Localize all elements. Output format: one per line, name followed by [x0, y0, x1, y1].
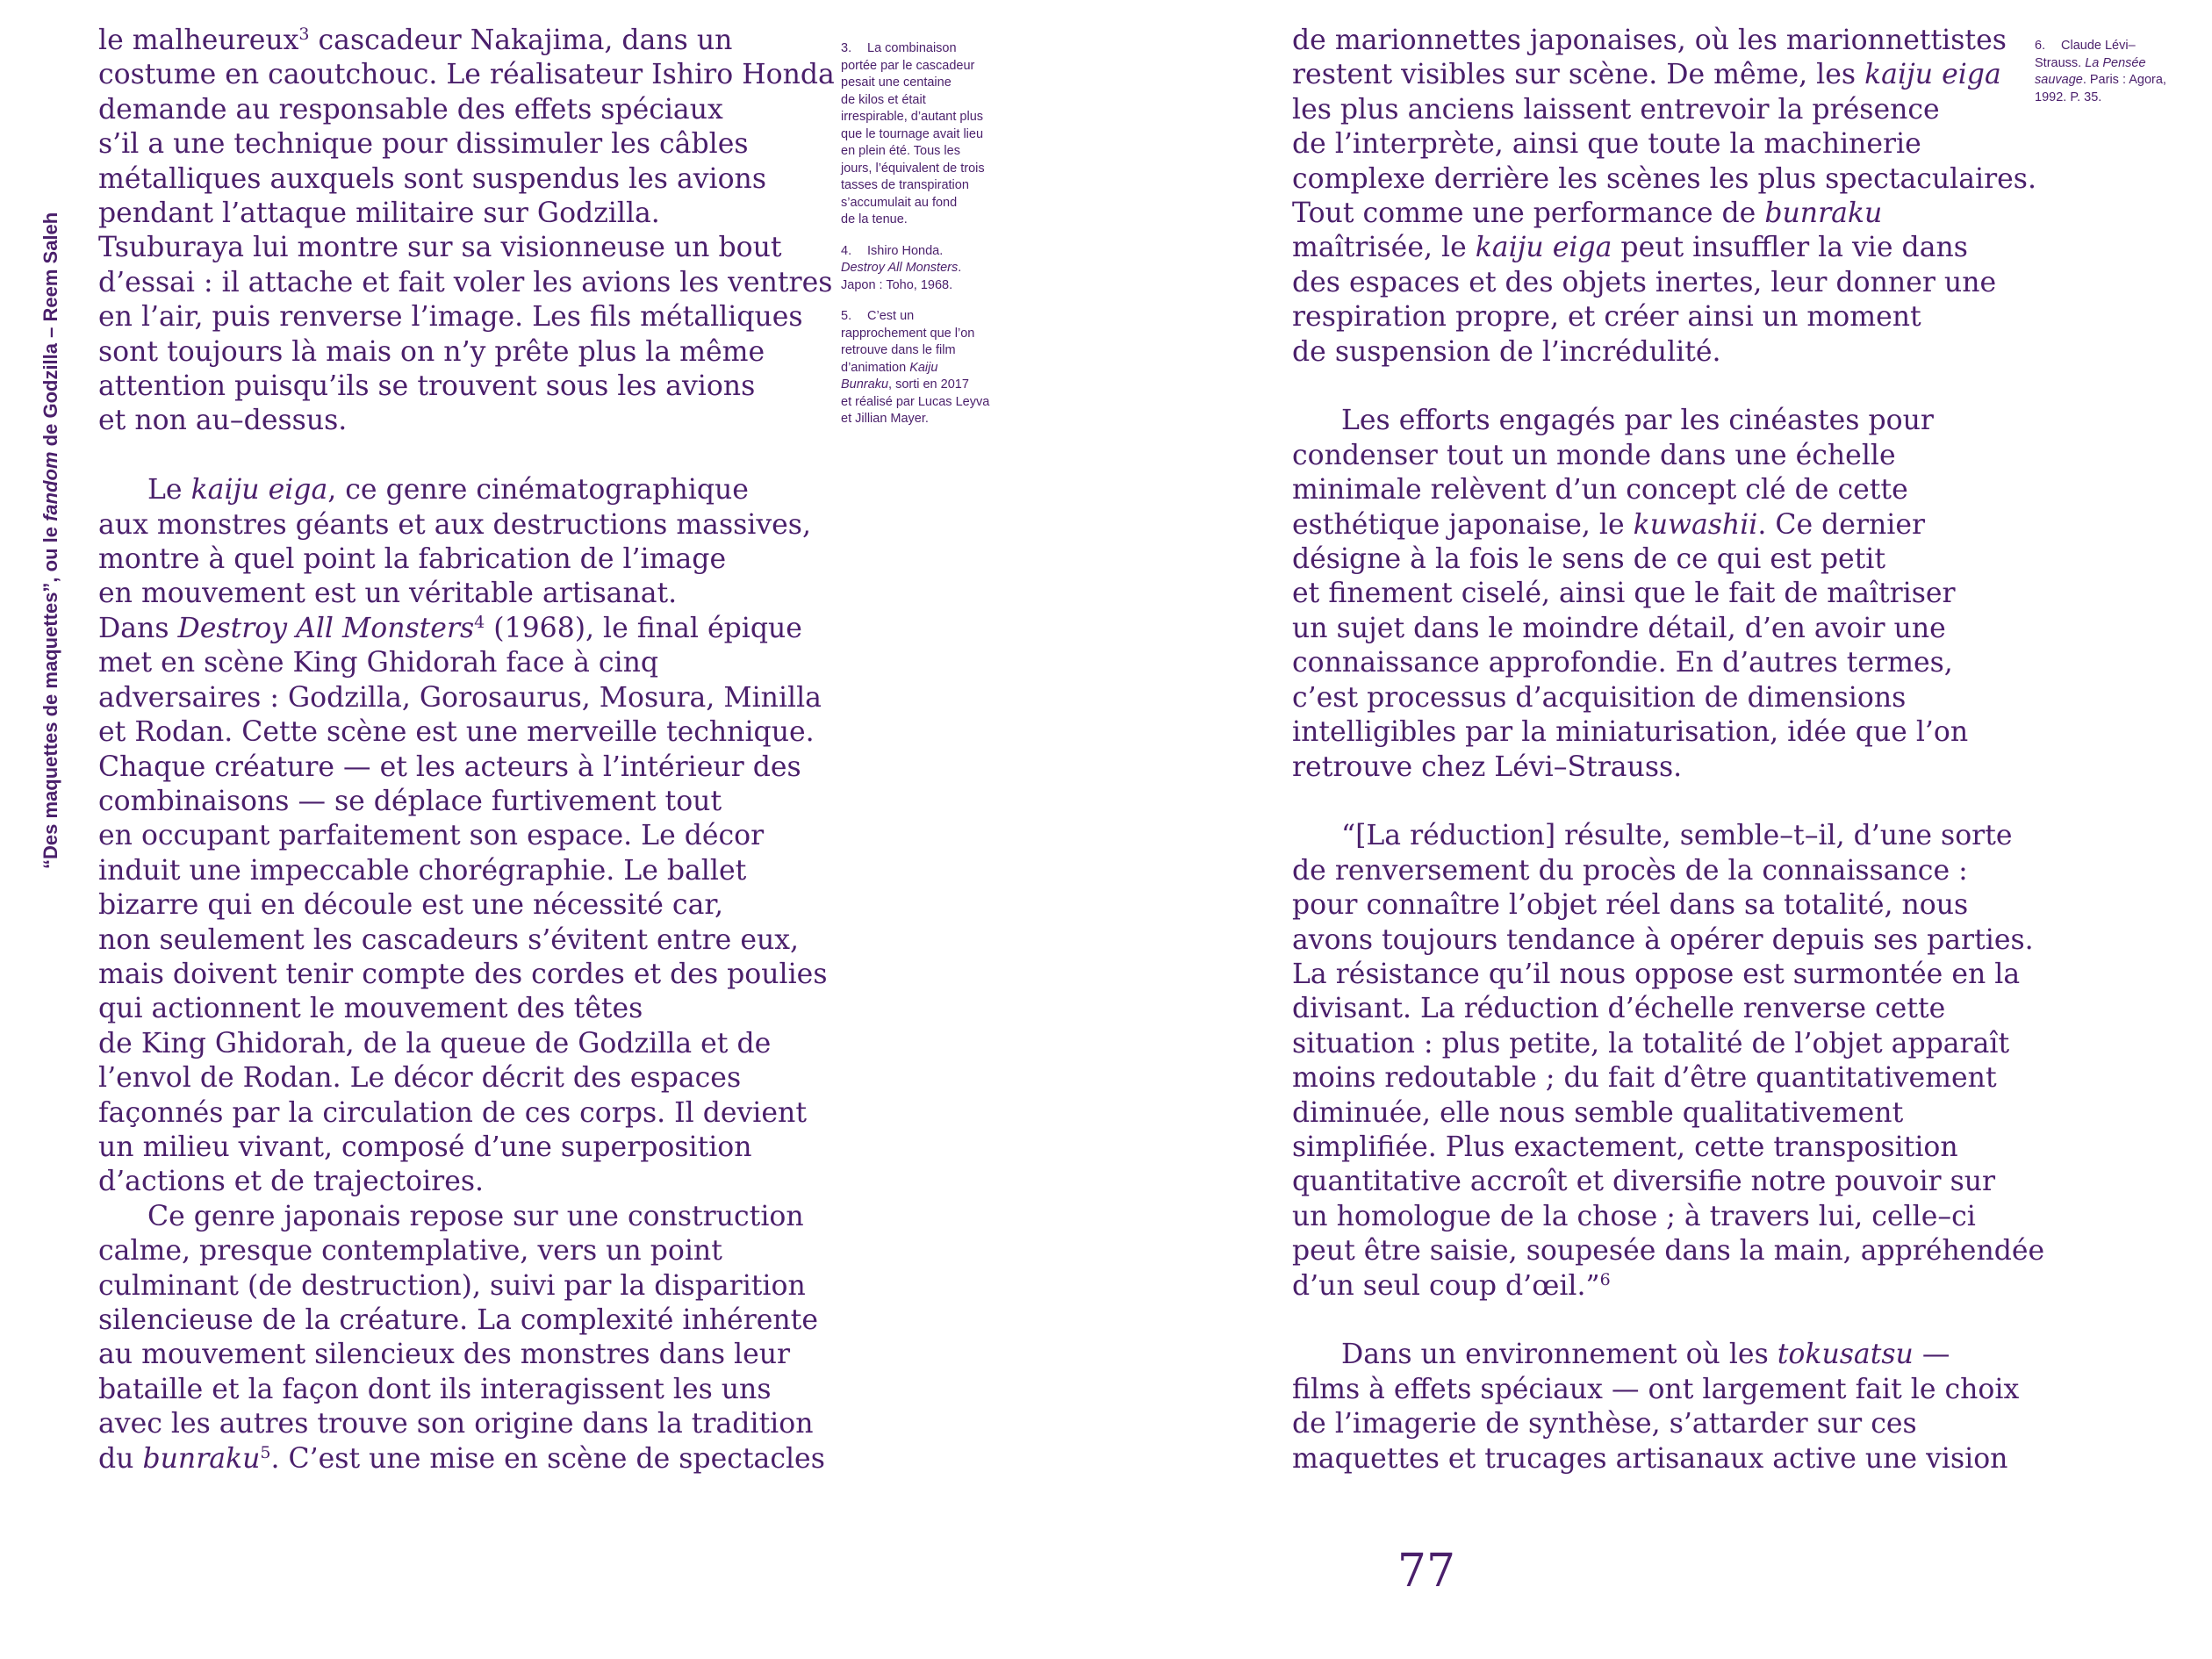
text-run: restent visibles sur scène. De même, les	[1292, 59, 1865, 91]
text-line	[98, 1165, 818, 1199]
text-line	[1292, 24, 2021, 58]
text-run: aux monstres géants et aux destructions massives,	[98, 508, 811, 541]
text-run: Chaque créature — et les acteurs à l’intérieur des	[98, 750, 801, 783]
text-run: sont toujours là mais on n’y prête plus la même	[98, 335, 765, 368]
footnote-line	[2035, 38, 2201, 55]
text-line	[98, 785, 818, 819]
text-line	[98, 542, 818, 577]
text-run: bataille et la façon dont ils interagissent les uns	[98, 1373, 772, 1405]
text-line	[98, 370, 818, 404]
footnote-text: d’animation	[841, 360, 910, 375]
text-run: avons toujours tendance à opérer depuis ses parties.	[1292, 923, 2034, 956]
footnote	[841, 40, 1016, 229]
text-run: un homologue de la chose ; à travers lui, celle–ci	[1292, 1200, 1976, 1232]
text-line	[1292, 231, 2021, 265]
text-line	[98, 197, 818, 231]
text-line	[98, 750, 818, 785]
footnote-line	[841, 109, 1016, 126]
text-run: demande au responsable des effets spéciaux	[98, 93, 723, 126]
text-line	[1292, 404, 2021, 438]
footnote-text: de kilos et était	[841, 92, 926, 107]
text-line	[1292, 888, 2021, 923]
footnote-text: Claude Lévi–	[2061, 39, 2136, 53]
text-run: de King Ghidorah, de la queue de Godzilla et de	[98, 1027, 772, 1059]
text-run: , ce genre cinématographique	[327, 474, 749, 506]
text-run: connaissance approfondie. En d’autres termes,	[1292, 647, 1953, 679]
footnote-line	[841, 377, 1016, 394]
text-line	[98, 58, 835, 92]
footnote-italic: Kaiju	[909, 360, 938, 375]
text-run: films à effets spéciaux — ont largement fait le choix	[1292, 1373, 2020, 1405]
text-line	[1292, 1269, 2021, 1304]
text-run: avec les autres trouve son origine dans la tradition	[98, 1408, 814, 1440]
text-run: cascadeur Nakajima, dans un	[309, 25, 733, 56]
text-line	[1292, 266, 2021, 300]
text-line	[1292, 1407, 2021, 1441]
text-line	[1292, 1131, 2021, 1165]
italic-term: kaiju eiga	[1864, 59, 2001, 91]
text-line	[98, 231, 818, 265]
footnote-italic: Destroy All Monsters	[841, 261, 959, 275]
footnote-line	[2035, 55, 2201, 73]
text-run: Les efforts engagés par les cinéastes pour	[1341, 405, 1934, 437]
footnote	[2035, 38, 2201, 106]
text-run: (1968), le final épique	[485, 612, 802, 644]
text-run: . Ce dernier	[1757, 508, 1926, 541]
text-line	[98, 1096, 818, 1131]
text-line	[98, 1304, 818, 1338]
text-line	[1292, 577, 2021, 611]
text-line	[1292, 750, 2021, 785]
text-line	[1292, 819, 2021, 853]
italic-term: bunraku	[1764, 198, 1883, 230]
text-run: —	[1913, 1339, 1950, 1371]
text-line	[1292, 681, 2021, 715]
text-run: quantitative accroît et diversifie notre pouvoir sur	[1292, 1166, 1996, 1198]
text-run: de l’interprète, ainsi que toute la machinerie	[1292, 128, 1921, 161]
text-run: non seulement les cascadeurs s’évitent entre eux,	[98, 923, 800, 956]
text-run: costume en caoutchouc. Le réalisateur Ishiro Honda	[98, 59, 835, 91]
text-line	[98, 612, 818, 646]
text-line	[1292, 612, 2021, 646]
footnote-line	[841, 277, 1016, 295]
text-run: montre à quel point la fabrication de l’image	[98, 543, 727, 576]
footnote-italic: Bunraku	[841, 377, 889, 391]
text-line	[98, 819, 818, 853]
text-run: en mouvement est un véritable artisanat.	[98, 578, 678, 610]
text-run: désigne à la fois le sens de ce qui est petit	[1292, 543, 1886, 576]
footnote-text: que le tournage avait lieu	[841, 126, 984, 141]
text-line	[1292, 300, 2021, 334]
text-line	[98, 958, 828, 992]
right-footnotes	[2035, 38, 2201, 120]
text-line	[98, 1269, 818, 1304]
footnote-line	[841, 394, 1016, 412]
footnote-text: portée par le cascadeur	[841, 58, 975, 73]
text-run: moins redoutable ; du fait d’être quantitativement	[1292, 1062, 1997, 1095]
paragraph-gap	[1292, 785, 2021, 819]
footnote-italic: La Pensée	[2085, 55, 2146, 70]
text-run: . C’est une mise en scène de spectacles	[270, 1442, 825, 1475]
text-run: attention puisqu’ils se trouvent sous les avions	[98, 370, 756, 403]
footnote-line	[841, 212, 1016, 229]
footnote-line	[841, 161, 1016, 178]
text-run: divisant. La réduction d’échelle renverse cette	[1292, 993, 1946, 1025]
text-line	[98, 1131, 818, 1165]
italic-term: kuwashii	[1633, 508, 1758, 541]
text-run: retrouve chez Lévi–Strauss.	[1292, 750, 1683, 783]
footnote-line	[841, 143, 1016, 161]
text-run: maquettes et trucages artisanaux active une vision	[1292, 1442, 2008, 1475]
footnote-text: pesait une centaine	[841, 75, 952, 90]
text-run: adversaires : Godzilla, Gorosaurus, Mosura, Minilla	[98, 681, 822, 714]
text-line	[1292, 1200, 2021, 1234]
text-line	[98, 992, 818, 1026]
text-line	[98, 404, 818, 438]
text-run: Ce genre japonais repose sur une construction	[147, 1200, 804, 1232]
footnote-line	[841, 40, 1016, 58]
footnote-line	[2035, 72, 2201, 90]
text-run: Dans un environnement où les	[1341, 1339, 1778, 1371]
footnote-text: de la tenue.	[841, 212, 908, 226]
footnote-ref: 6	[1599, 1269, 1611, 1289]
text-line	[1292, 1165, 2021, 1199]
text-line	[98, 646, 818, 680]
text-run: Le	[147, 474, 191, 506]
footnote-number: 6.	[2035, 39, 2046, 53]
text-line	[1292, 542, 2021, 577]
text-line	[1292, 473, 2021, 507]
footnote-line	[2035, 90, 2201, 107]
text-run: simplifiée. Plus exactement, cette transposition	[1292, 1131, 1958, 1163]
footnote-text: . Paris : Agora,	[2082, 73, 2166, 87]
text-run: métalliques auxquels sont suspendus les avions	[98, 162, 767, 195]
text-run: mais doivent tenir compte des cordes et des poulies	[98, 958, 828, 990]
text-line	[98, 715, 818, 750]
text-run: bizarre qui en découle est une nécessité car,	[98, 889, 723, 922]
text-run: calme, presque contemplative, vers un point	[98, 1235, 722, 1268]
text-run: peut insuffler la vie dans	[1612, 232, 1968, 264]
text-line	[98, 24, 818, 58]
text-run: en occupant parfaitement son espace. Le décor	[98, 820, 765, 852]
footnote-text: , sorti en 2017	[888, 377, 969, 391]
text-run: et finement ciselé, ainsi que le fait de maîtriser	[1292, 578, 1956, 610]
footnote-number: 5.	[841, 309, 852, 323]
text-line	[1292, 992, 2021, 1026]
text-line	[98, 162, 818, 197]
text-run: l’envol de Rodan. Le décor décrit des espaces	[98, 1062, 742, 1095]
text-line	[98, 1442, 825, 1476]
footnote-line	[841, 92, 1016, 110]
footnote-ref: 5	[260, 1442, 271, 1462]
footnote-text: Ishiro Honda.	[867, 243, 944, 258]
text-line	[98, 266, 833, 300]
text-line	[98, 1061, 818, 1095]
left-footnotes	[841, 40, 1016, 442]
footnote-line	[841, 195, 1016, 212]
footnote-text: jours, l’équivalent de trois	[841, 161, 985, 176]
footnote-text: retrouve dans le film	[841, 343, 956, 357]
text-line	[1292, 335, 2021, 370]
right-text-column	[1292, 24, 2045, 1476]
text-run: culminant (de destruction), suivi par la disparition	[98, 1269, 806, 1302]
text-line	[1292, 439, 2021, 473]
footnote-line	[841, 342, 1016, 360]
text-run: d’un seul coup d’œil.”	[1292, 1269, 1600, 1302]
text-line	[1292, 958, 2021, 992]
footnote-line	[841, 243, 1016, 261]
text-line	[1292, 162, 2036, 197]
text-run: minimale relèvent d’un concept clé de cette	[1292, 474, 1908, 506]
text-run: Dans	[98, 612, 178, 644]
text-run: un milieu vivant, composé d’une superposition	[98, 1131, 752, 1163]
text-run: silencieuse de la créature. La complexité inhérente	[98, 1304, 818, 1337]
text-line	[1292, 127, 2021, 162]
text-run: diminuée, elle nous semble qualitativement	[1292, 1096, 1904, 1129]
text-line	[1292, 923, 2034, 958]
footnote-line	[841, 326, 1016, 343]
footnote-line	[841, 126, 1016, 144]
text-line	[1292, 1442, 2021, 1476]
italic-term: Destroy All Monsters	[177, 612, 475, 644]
text-run: c’est processus d’acquisition de dimensions	[1292, 681, 1907, 714]
footnote-line	[841, 75, 1016, 92]
text-run: maîtrisée, le	[1292, 232, 1476, 264]
text-run: des espaces et des objets inertes, leur donner une	[1292, 266, 1997, 298]
text-line	[98, 473, 818, 507]
text-line	[1292, 1373, 2021, 1407]
italic-term: bunraku	[142, 1442, 261, 1475]
text-line	[1292, 1234, 2045, 1268]
footnote-text: tasses de transpiration	[841, 178, 969, 192]
text-run: situation : plus petite, la totalité de l’objet apparaît	[1292, 1027, 2010, 1059]
text-line	[98, 300, 818, 334]
text-line	[98, 1373, 818, 1407]
footnote-text: La combinaison	[867, 41, 957, 55]
paragraph-gap	[1292, 1304, 2021, 1338]
text-run: intelligibles par la miniaturisation, idée que l’on	[1292, 716, 1969, 749]
text-line	[1292, 715, 2021, 750]
text-run: esthétique japonaise, le	[1292, 508, 1634, 541]
text-line	[1292, 1096, 2021, 1131]
text-run: et Rodan. Cette scène est une merveille technique.	[98, 716, 815, 749]
text-line	[98, 854, 818, 888]
text-run: pendant l’attaque militaire sur Godzilla.	[98, 198, 660, 230]
text-line	[1292, 58, 2021, 92]
text-run: La résistance qu’il nous oppose est surmontée en la	[1292, 958, 2021, 990]
text-line	[98, 577, 818, 611]
text-run: Tout comme une performance de	[1292, 198, 1765, 230]
text-run: en l’air, puis renverse l’image. Les fils métalliques	[98, 301, 803, 334]
text-run: peut être saisie, soupesée dans la main, appréhendée	[1292, 1235, 2045, 1268]
left-text-column	[98, 24, 835, 1476]
footnote-text: 1992. P. 35.	[2035, 90, 2102, 104]
text-line	[98, 508, 818, 542]
footnote-text: rapprochement que l’on	[841, 326, 975, 341]
page-number: 77	[1397, 1545, 1456, 1598]
text-run: pour connaître l’objet réel dans sa totalité, nous	[1292, 889, 1969, 922]
text-line	[1292, 197, 2021, 231]
text-line	[98, 1407, 818, 1441]
footnote-line	[841, 411, 1016, 428]
text-run: du	[98, 1442, 143, 1475]
text-run: s’il a une technique pour dissimuler les câbles	[98, 128, 749, 161]
text-line	[1292, 93, 2021, 127]
paragraph-gap	[98, 439, 818, 473]
footnote-text: .	[958, 261, 962, 275]
footnote-line	[841, 360, 1016, 377]
text-line	[98, 335, 818, 370]
footnote-text: s’accumulait au fond	[841, 195, 958, 210]
footnote-text: C’est un	[867, 309, 915, 323]
text-run: qui actionnent le mouvement des têtes	[98, 993, 643, 1025]
text-run: d’actions et de trajectoires.	[98, 1166, 485, 1198]
footnote-text: irrespirable, d’autant plus	[841, 110, 984, 124]
footnote	[841, 308, 1016, 428]
text-run: façonnés par la circulation de ces corps. Il devient	[98, 1096, 807, 1129]
text-run: et non au–dessus.	[98, 405, 348, 437]
footnote-number: 3.	[841, 41, 852, 55]
text-run: au mouvement silencieux des monstres dans leur	[98, 1339, 791, 1371]
text-line	[98, 93, 818, 127]
text-line	[98, 1338, 818, 1372]
text-run: complexe derrière les scènes les plus spectaculaires.	[1292, 162, 2036, 195]
text-run: les plus anciens laissent entrevoir la présence	[1292, 93, 1940, 126]
text-run: d’essai : il attache et fait voler les avions les ventres	[98, 266, 833, 298]
footnote-text: et Jillian Mayer.	[841, 412, 929, 426]
text-run: respiration propre, et créer ainsi un moment	[1292, 301, 1921, 334]
text-line	[1292, 854, 2021, 888]
text-run: le malheureux	[98, 25, 299, 56]
footnote-italic: sauvage	[2035, 73, 2083, 87]
text-line	[98, 1234, 818, 1268]
text-line	[98, 1027, 818, 1061]
footnote-line	[841, 177, 1016, 195]
text-line	[98, 681, 822, 715]
text-line	[98, 923, 818, 958]
text-run: un sujet dans le moindre détail, d’en avoir une	[1292, 612, 1946, 644]
footnote-ref: 4	[474, 612, 485, 632]
italic-term: kaiju eiga	[190, 474, 328, 506]
text-line	[98, 1200, 818, 1234]
text-line	[98, 888, 818, 923]
text-run: induit une impeccable chorégraphie. Le ballet	[98, 854, 747, 887]
footnote-number: 4.	[841, 243, 852, 258]
text-line	[1292, 1061, 2021, 1095]
text-run: “[La réduction] résulte, semble–t–il, d’une sorte	[1341, 820, 2013, 852]
footnote	[841, 243, 1016, 295]
text-run: de marionnettes japonaises, où les marionnettistes	[1292, 25, 2007, 56]
text-run: de renversement du procès de la connaissance :	[1292, 854, 1968, 887]
text-run: de suspension de l’incrédulité.	[1292, 335, 1721, 368]
footnote-ref: 3	[298, 25, 310, 44]
text-run: met en scène King Ghidorah face à cinq	[98, 647, 659, 679]
text-line	[1292, 646, 2021, 680]
footnote-text: et réalisé par Lucas Leyva	[841, 394, 990, 409]
footnote-text: en plein été. Tous les	[841, 144, 960, 158]
footnote-line	[841, 308, 1016, 326]
text-line	[98, 127, 818, 162]
text-line	[1292, 1027, 2021, 1061]
footnote-text: Strauss.	[2035, 55, 2086, 70]
footnote-line	[841, 58, 1016, 75]
footnote-text: Japon : Toho, 1968.	[841, 277, 953, 292]
text-line	[1292, 508, 2021, 542]
text-run: combinaisons — se déplace furtivement tout	[98, 785, 722, 817]
text-run: de l’imagerie de synthèse, s’attarder sur ces	[1292, 1408, 1917, 1440]
text-line	[1292, 1338, 2021, 1372]
italic-term: tokusatsu	[1777, 1339, 1914, 1371]
running-title: “Des maquettes de maquettes”, ou le fandom de Godzilla – Reem Saleh	[40, 212, 61, 869]
paragraph-gap	[1292, 370, 2021, 404]
italic-term: kaiju eiga	[1475, 232, 1612, 264]
footnote-line	[841, 260, 1016, 277]
text-run: condenser tout un monde dans une échelle	[1292, 439, 1896, 471]
text-run: Tsuburaya lui montre sur sa visionneuse un bout	[98, 232, 782, 264]
